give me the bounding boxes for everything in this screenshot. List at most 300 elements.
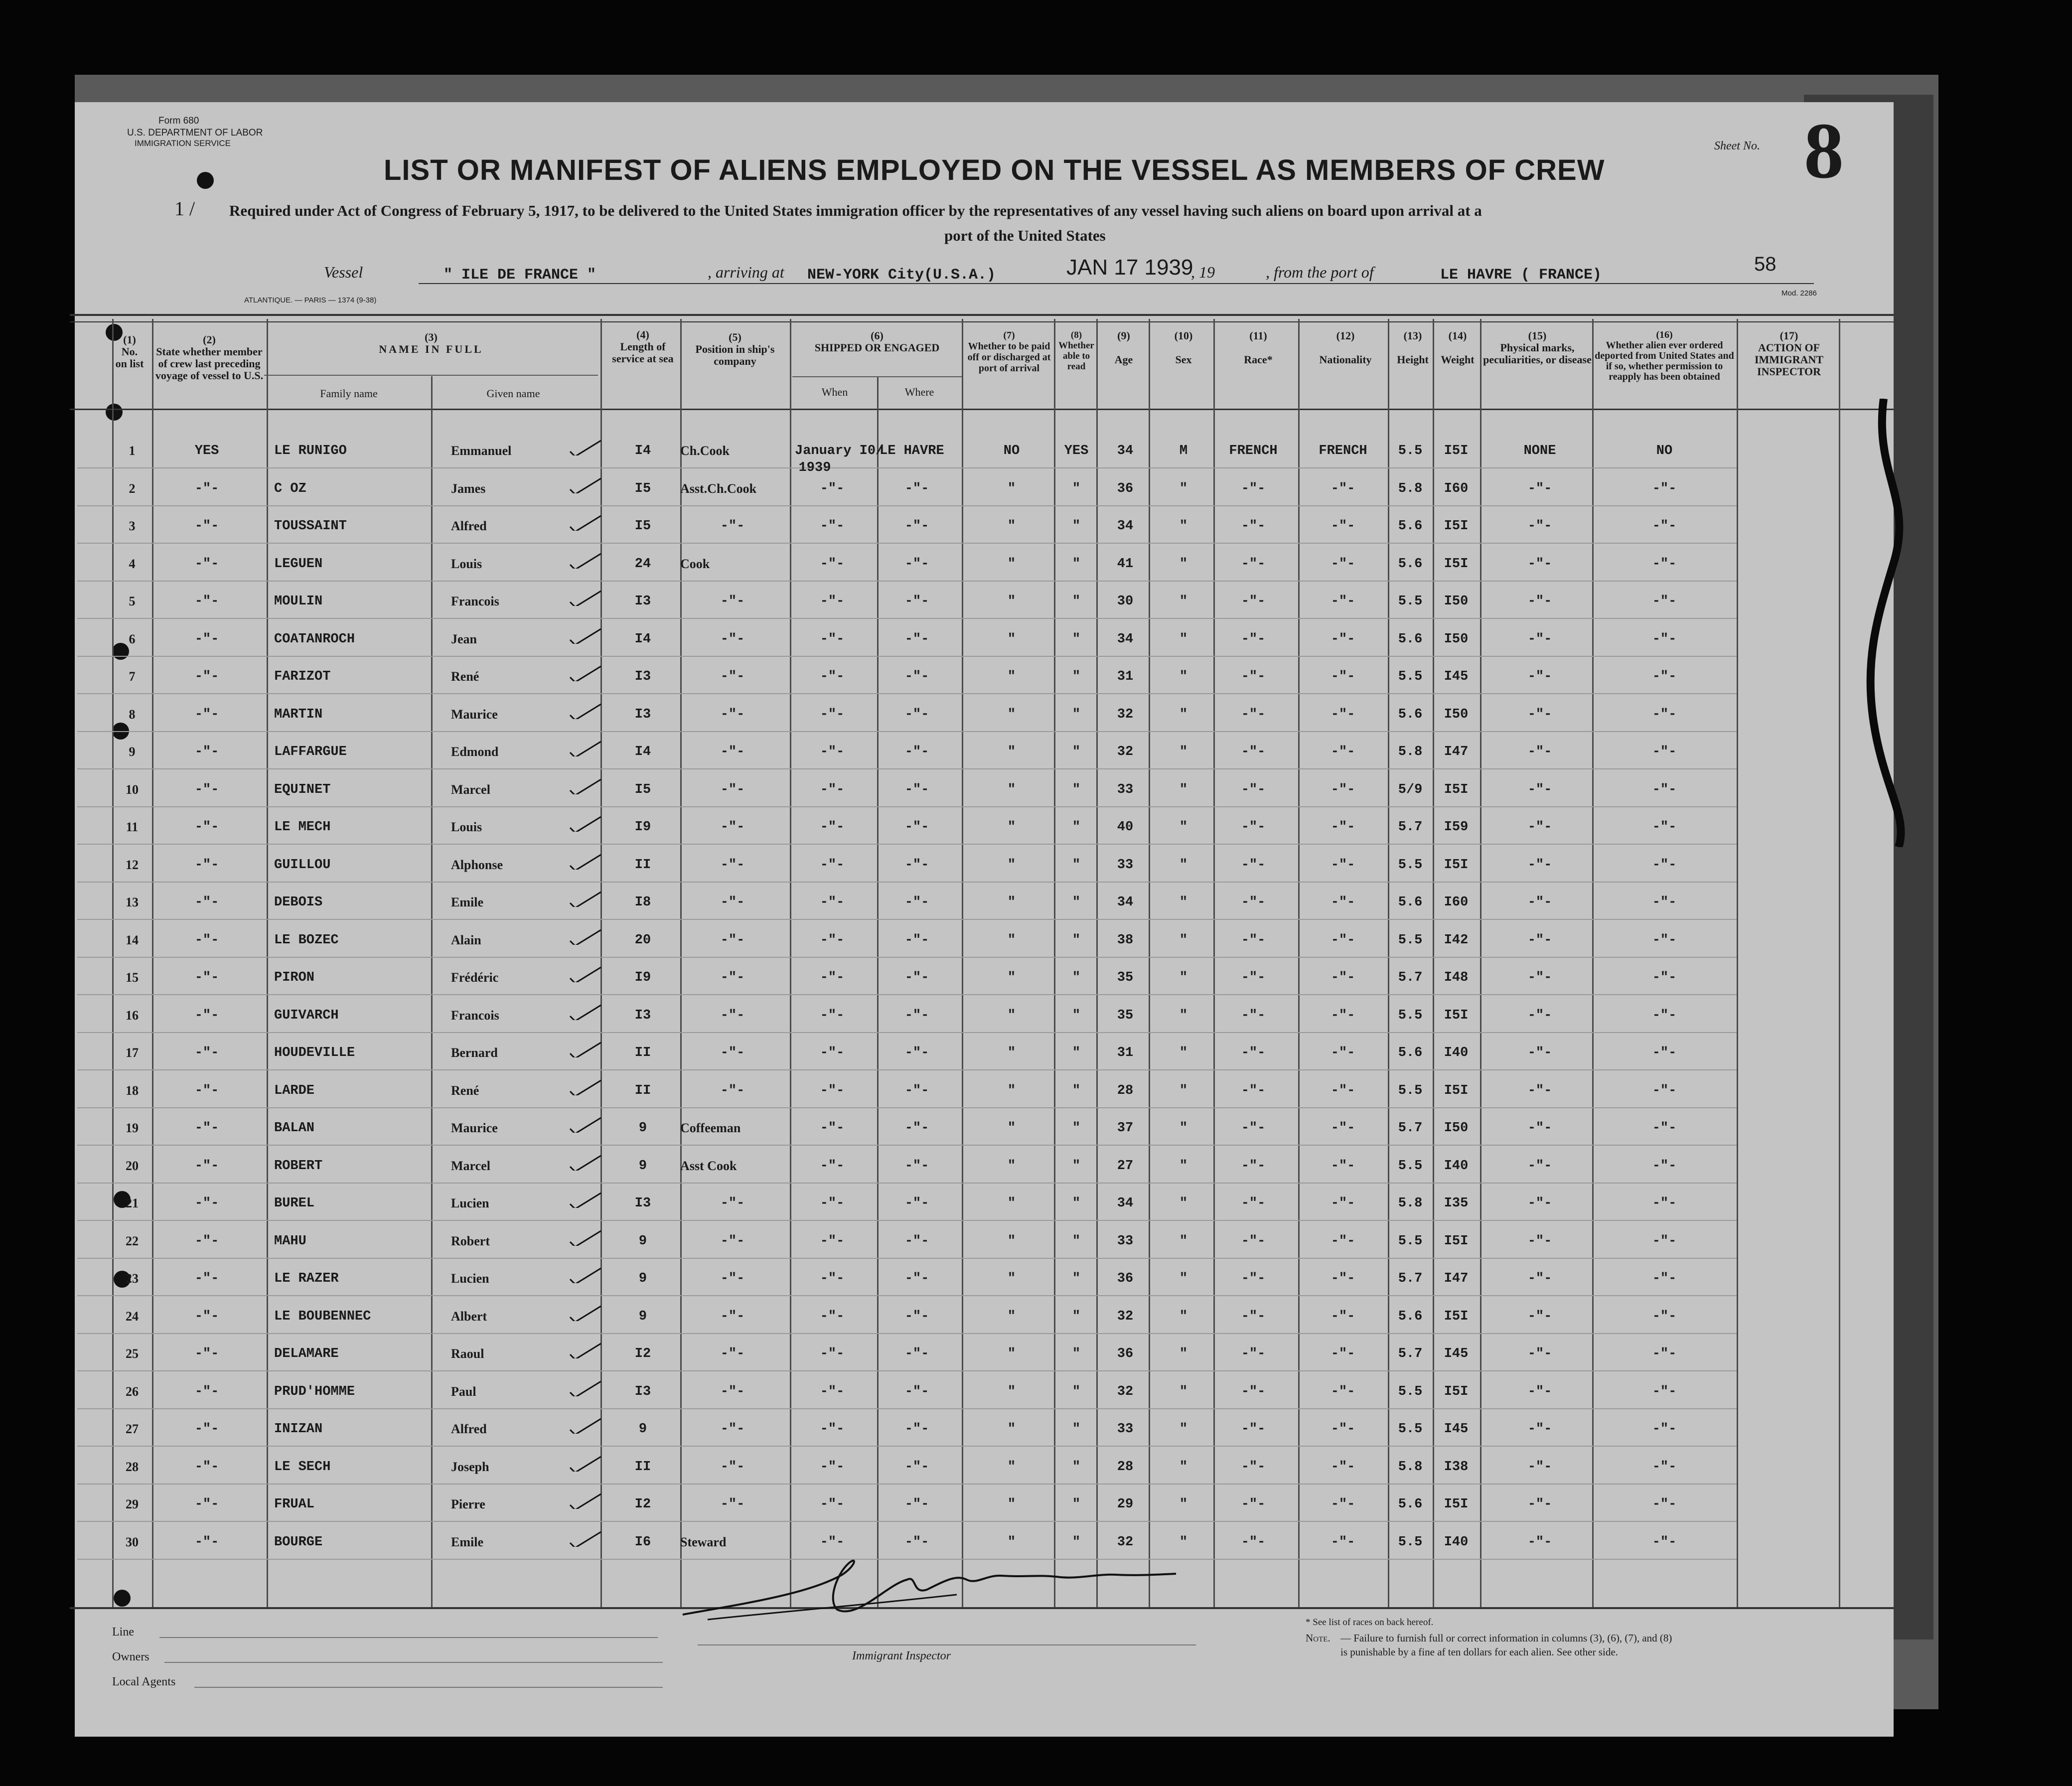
check-mark-stroke (570, 892, 601, 907)
check-mark-stroke (570, 478, 601, 493)
cell-sex: " (1179, 707, 1188, 722)
page-stamp: 58 (1754, 253, 1776, 275)
cell-height: 5.6 (1398, 519, 1423, 534)
cell-service: 9 (638, 1309, 647, 1324)
check-mark-stroke (570, 1193, 601, 1208)
cell-weight: I40 (1444, 1045, 1469, 1060)
cell-nat: -"- (1331, 1271, 1355, 1286)
cell-position: Asst.Ch.Cook (680, 481, 757, 496)
cell-weight: I5I (1444, 1384, 1469, 1399)
cell-paid: " (1007, 1271, 1016, 1286)
cell-marks: -"- (1527, 1497, 1552, 1512)
cell-sex: " (1179, 1309, 1188, 1324)
cell-service: I4 (634, 444, 651, 458)
cell-service: I6 (634, 1534, 651, 1550)
cell-height: 5.6 (1398, 631, 1423, 647)
cell-read: " (1072, 594, 1081, 609)
cell-when: -"- (820, 1196, 845, 1211)
cell-age: 28 (1117, 1459, 1134, 1475)
cell-no: 3 (129, 519, 136, 533)
row-rule (77, 693, 1737, 694)
cell-marks: -"- (1527, 1271, 1552, 1286)
check-mark-icon (568, 928, 603, 945)
cell-when: -"- (820, 1121, 845, 1136)
cell-race: -"- (1241, 631, 1266, 647)
cell-sex: " (1179, 1346, 1188, 1361)
cell-prev: -"- (194, 782, 219, 797)
cell-marks: -"- (1527, 1045, 1552, 1060)
cell-where: -"- (904, 1497, 929, 1512)
cell-height: 5.5 (1398, 444, 1423, 458)
col-label: NAME IN FULL (379, 343, 483, 355)
cell-height: 5.6 (1398, 895, 1423, 910)
cell-deported: -"- (1652, 519, 1677, 534)
cell-no: 11 (126, 820, 139, 834)
cell-paid: " (1007, 1045, 1016, 1060)
cell-weight: I50 (1444, 1121, 1469, 1136)
cell-height: 5.5 (1398, 932, 1423, 948)
check-mark-icon (568, 439, 603, 455)
cell-family: LE BOZEC (274, 932, 339, 948)
cell-nat: -"- (1331, 782, 1355, 797)
cell-marks: -"- (1527, 744, 1552, 759)
cell-read: " (1072, 707, 1081, 722)
check-mark-stroke (570, 629, 601, 644)
cell-marks: -"- (1527, 669, 1552, 684)
cell-paid: " (1007, 1196, 1016, 1211)
cell-age: 33 (1117, 1233, 1134, 1249)
cell-height: 5.6 (1398, 707, 1423, 722)
cell-prev: -"- (194, 707, 219, 722)
cell-weight: I45 (1444, 669, 1469, 684)
cell-where: -"- (904, 594, 929, 609)
cell-race: -"- (1241, 1346, 1266, 1361)
cell-where: -"- (904, 1121, 929, 1136)
cell-given: Marcel (451, 782, 490, 797)
cell-weight: I60 (1444, 895, 1469, 910)
cell-marks: -"- (1527, 631, 1552, 647)
column-rule (790, 319, 791, 1607)
hand-mark: 1 / (174, 197, 195, 220)
check-mark-icon (568, 1191, 603, 1208)
cell-given: Lucien (451, 1271, 489, 1286)
vessel-name: " ILE DE FRANCE " (444, 267, 596, 284)
col-number: (3) (425, 331, 438, 343)
column-rule (152, 319, 153, 1607)
cell-family: LEGUEN (274, 556, 323, 572)
cell-nat: -"- (1331, 1497, 1355, 1512)
cell-nat: -"- (1331, 1534, 1355, 1550)
col-number: (10) (1174, 329, 1193, 342)
cell-where: -"- (904, 556, 929, 572)
cell-deported: -"- (1652, 669, 1677, 684)
footer-owners-rule (164, 1662, 663, 1663)
check-mark-stroke (570, 1457, 601, 1472)
check-mark-stroke (570, 742, 601, 756)
cell-when: -"- (820, 782, 845, 797)
cell-nat: -"- (1331, 669, 1355, 684)
department: U.S. DEPARTMENT OF LABOR (127, 128, 263, 138)
cell-age: 28 (1117, 1083, 1134, 1098)
cell-read: " (1072, 1271, 1081, 1286)
check-mark-icon (568, 1379, 603, 1396)
cell-when: -"- (820, 631, 845, 647)
check-mark-stroke (570, 1306, 601, 1321)
cell-where: -"- (904, 481, 929, 496)
cell-no: 23 (126, 1271, 139, 1286)
col-label: Height (1397, 353, 1429, 366)
cell-race: -"- (1241, 1459, 1266, 1475)
cell-paid: " (1007, 707, 1016, 722)
cell-position: -"- (720, 932, 745, 948)
column-rule (1839, 319, 1840, 1607)
cell-weight: I47 (1444, 1271, 1469, 1286)
cell-given: Bernard (451, 1045, 498, 1060)
col-header-shipped (792, 330, 962, 354)
cell-where: -"- (904, 1422, 929, 1437)
cell-where: -"- (904, 970, 929, 985)
cell-nat: -"- (1331, 1196, 1355, 1211)
cell-sex: " (1179, 932, 1188, 948)
column-rule (1213, 319, 1215, 1607)
cell-service: I5 (634, 481, 651, 496)
race-note: * See list of races on back hereof. (1306, 1617, 1434, 1628)
cell-read: " (1072, 1121, 1081, 1136)
cell-height: 5.6 (1398, 1309, 1423, 1324)
cell-position: -"- (720, 594, 745, 609)
col-header-race (1216, 330, 1301, 366)
cell-age: 30 (1117, 594, 1134, 609)
cell-deported: -"- (1652, 1233, 1677, 1249)
mod-number: Mod. 2286 (1781, 289, 1817, 298)
check-mark-icon (568, 853, 603, 870)
cell-given: James (451, 481, 486, 496)
col-header-given-name: Given name (486, 387, 540, 400)
cell-when: -"- (820, 1497, 845, 1512)
cell-family: LE RUNIGO (274, 444, 347, 458)
cell-marks: -"- (1527, 820, 1552, 835)
cell-where: -"- (904, 707, 929, 722)
cell-service: II (634, 857, 651, 873)
sheet-number: 8 (1804, 106, 1844, 195)
column-rule (1096, 319, 1098, 1607)
cell-sex: " (1179, 556, 1188, 572)
cell-position: -"- (720, 1083, 745, 1098)
cell-age: 31 (1117, 1045, 1134, 1060)
cell-family: BOURGE (274, 1534, 323, 1550)
cell-race: -"- (1241, 895, 1266, 910)
cell-race: FRENCH (1229, 444, 1278, 458)
vessel-underline (419, 283, 1814, 284)
cell-nat: -"- (1331, 1309, 1355, 1324)
cell-service: I4 (634, 744, 651, 759)
column-rule (1433, 319, 1434, 1607)
cell-prev: -"- (194, 1534, 219, 1550)
col-label: Position in ship's company (695, 343, 775, 367)
punch-hole (106, 404, 123, 421)
cell-given: Jean (451, 631, 477, 646)
table-top-border (70, 314, 1894, 316)
cell-no: 10 (126, 782, 139, 797)
row-rule (77, 994, 1737, 995)
cell-when: -"- (820, 1384, 845, 1399)
cell-given: René (451, 669, 479, 684)
col-label: Whether alien ever ordered deported from United States and if so, whether permission to reapply has been obtained (1595, 340, 1734, 382)
cell-sex: " (1179, 1008, 1188, 1023)
cell-no: 22 (126, 1233, 139, 1248)
cell-family: DEBOIS (274, 895, 323, 910)
cell-family: INIZAN (274, 1422, 323, 1437)
cell-paid: " (1007, 519, 1016, 534)
cell-deported: -"- (1652, 556, 1677, 572)
cell-prev: -"- (194, 1459, 219, 1475)
cell-no: 20 (126, 1158, 139, 1173)
row-rule (77, 1333, 1737, 1334)
col-header-able-to-read (1056, 330, 1096, 372)
cell-marks: -"- (1527, 1346, 1552, 1361)
cell-no: 17 (126, 1045, 139, 1060)
cell-deported: -"- (1652, 1196, 1677, 1211)
cell-given: Raoul (451, 1346, 484, 1361)
cell-age: 36 (1117, 1271, 1134, 1286)
cell-prev: -"- (194, 932, 219, 948)
cell-no: 6 (129, 631, 136, 646)
cell-prev: -"- (194, 1158, 219, 1174)
cell-when: -"- (820, 970, 845, 985)
cell-no: 29 (126, 1497, 139, 1511)
cell-position: -"- (720, 669, 745, 684)
cell-nat: -"- (1331, 744, 1355, 759)
cell-family: GUIVARCH (274, 1008, 339, 1023)
cell-no: 26 (126, 1384, 139, 1399)
cell-service: II (634, 1045, 651, 1060)
arriving-label: , arriving at (708, 263, 784, 281)
cell-when: -"- (820, 1459, 845, 1475)
cell-read: " (1072, 556, 1081, 572)
cell-nat: -"- (1331, 1083, 1355, 1098)
cell-nat: -"- (1331, 1422, 1355, 1437)
check-mark-stroke (570, 666, 601, 681)
cell-read: " (1072, 1233, 1081, 1249)
cell-read: " (1072, 1196, 1081, 1211)
row-rule (77, 1446, 1737, 1447)
col-label: ACTION OF IMMIGRANT INSPECTOR (1754, 341, 1824, 378)
cell-position: -"- (720, 1233, 745, 1249)
check-mark-stroke (570, 930, 601, 945)
cell-marks: -"- (1527, 556, 1552, 572)
check-mark-icon (568, 890, 603, 907)
cell-nat: -"- (1331, 631, 1355, 647)
cell-position: Asst Cook (680, 1158, 737, 1173)
cell-sex: " (1179, 519, 1188, 534)
col-label: No. on list (115, 345, 144, 370)
col-number: (5) (729, 331, 741, 343)
cell-where: -"- (904, 1384, 929, 1399)
cell-read: " (1072, 1309, 1081, 1324)
cell-age: 35 (1117, 970, 1134, 985)
cell-position: Cook (680, 556, 710, 571)
check-mark-stroke (570, 855, 601, 870)
cell-nat: -"- (1331, 1233, 1355, 1249)
cell-height: 5.7 (1398, 820, 1423, 835)
cell-family: COATANROCH (274, 631, 355, 647)
cell-race: -"- (1241, 1045, 1266, 1060)
cell-family: PIRON (274, 970, 315, 985)
cell-age: 37 (1117, 1121, 1134, 1136)
cell-deported: -"- (1652, 631, 1677, 647)
cell-age: 34 (1117, 519, 1134, 534)
col-number: (8) (1070, 330, 1082, 340)
cell-deported: -"- (1652, 895, 1677, 910)
cell-deported: -"- (1652, 932, 1677, 948)
check-mark-icon (568, 664, 603, 681)
cell-age: 34 (1117, 444, 1134, 458)
col-number: (14) (1448, 329, 1467, 342)
cell-marks: -"- (1527, 932, 1552, 948)
cell-when: -"- (820, 519, 845, 534)
cell-position: -"- (720, 895, 745, 910)
cell-prev: -"- (194, 1497, 219, 1512)
check-mark-stroke (570, 1156, 601, 1171)
check-mark-icon (568, 476, 603, 493)
cell-marks: -"- (1527, 707, 1552, 722)
cell-service: I3 (634, 707, 651, 722)
cell-marks: -"- (1527, 1008, 1552, 1023)
cell-race: -"- (1241, 1534, 1266, 1550)
cell-family: MAHU (274, 1233, 306, 1249)
cell-marks: -"- (1527, 1534, 1552, 1550)
cell-marks: -"- (1527, 895, 1552, 910)
col-number: (16) (1656, 329, 1673, 340)
cell-prev: -"- (194, 1309, 219, 1324)
cell-given: Albert (451, 1309, 487, 1324)
cell-weight: I5I (1444, 444, 1469, 458)
cell-race: -"- (1241, 1121, 1266, 1136)
cell-sex: " (1179, 1196, 1188, 1211)
check-mark-icon (568, 1041, 603, 1057)
cell-deported: -"- (1652, 707, 1677, 722)
cell-given: Emile (451, 1534, 483, 1549)
cell-paid: " (1007, 669, 1016, 684)
cell-service: I3 (634, 1384, 651, 1399)
cell-sex: " (1179, 744, 1188, 759)
cell-prev: -"- (194, 1346, 219, 1361)
cell-paid: " (1007, 1346, 1016, 1361)
cell-height: 5/9 (1398, 782, 1423, 797)
col-header-when: When (821, 386, 848, 398)
check-mark-icon (568, 1003, 603, 1020)
cell-weight: I40 (1444, 1158, 1469, 1174)
cell-read: " (1072, 1346, 1081, 1361)
cell-height: 5.5 (1398, 1083, 1423, 1098)
col-label: Length of service at sea (612, 340, 674, 365)
cell-nat: -"- (1331, 820, 1355, 835)
cell-service: I5 (634, 782, 651, 797)
column-rule (600, 319, 602, 1607)
col-header-position (683, 331, 787, 367)
cell-paid: " (1007, 782, 1016, 797)
cell-height: 5.8 (1398, 1459, 1423, 1475)
cell-height: 5.5 (1398, 857, 1423, 873)
cell-when: -"- (820, 594, 845, 609)
cell-when: -"- (820, 1233, 845, 1249)
cell-paid: " (1007, 556, 1016, 572)
check-mark-icon (568, 965, 603, 982)
cell-when: -"- (820, 1008, 845, 1023)
cell-read: " (1072, 1459, 1081, 1475)
cell-prev: -"- (194, 481, 219, 496)
cell-position: -"- (720, 519, 745, 534)
inspector-signature (678, 1545, 1226, 1635)
cell-service: I4 (634, 631, 651, 647)
col-number: (13) (1403, 329, 1422, 342)
cell-family: TOUSSAINT (274, 519, 347, 534)
row-rule (77, 1484, 1737, 1485)
cell-where: -"- (904, 1271, 929, 1286)
cell-marks: -"- (1527, 1196, 1552, 1211)
cell-prev: -"- (194, 1008, 219, 1023)
check-mark-stroke (570, 779, 601, 794)
cell-service: I9 (634, 970, 651, 985)
check-mark-icon (568, 740, 603, 756)
cell-deported: -"- (1652, 1045, 1677, 1060)
cell-read: " (1072, 669, 1081, 684)
check-mark-icon (568, 1229, 603, 1246)
cell-paid: " (1007, 857, 1016, 873)
check-mark-stroke (570, 1118, 601, 1133)
cell-nat: -"- (1331, 1384, 1355, 1399)
footer-line-rule (159, 1637, 658, 1638)
cell-read: " (1072, 1008, 1081, 1023)
cell-service: 24 (634, 556, 651, 572)
cell-given: Francois (451, 1008, 499, 1023)
subtitle-line1: Required under Act of Congress of February 5, 1917, to be delivered to the United States immigration officer by the representatives of any vessel having such aliens on board upon arrival at a (229, 202, 1482, 219)
cell-read: " (1072, 1497, 1081, 1512)
row-rule (77, 1145, 1737, 1146)
cell-race: -"- (1241, 1422, 1266, 1437)
cell-given: Maurice (451, 1121, 498, 1135)
column-rule (1592, 319, 1594, 1607)
column-rule (877, 377, 879, 1607)
cell-service: I3 (634, 669, 651, 684)
cell-read: " (1072, 1384, 1081, 1399)
cell-deported: -"- (1652, 744, 1677, 759)
cell-race: -"- (1241, 707, 1266, 722)
cell-height: 5.5 (1398, 1233, 1423, 1249)
col-header-paid-off (964, 330, 1054, 374)
cell-family: LE RAZER (274, 1271, 339, 1286)
check-mark-stroke (570, 1268, 601, 1283)
cell-race: -"- (1241, 1083, 1266, 1098)
cell-given: Alphonse (451, 857, 503, 872)
cell-family: MOULIN (274, 594, 323, 609)
column-rule (1298, 319, 1300, 1607)
cell-race: -"- (1241, 669, 1266, 684)
cell-where: -"- (904, 820, 929, 835)
cell-no: 1 (129, 444, 136, 458)
cell-marks: -"- (1527, 1422, 1552, 1437)
col-header-no (115, 334, 145, 370)
column-rule (1388, 319, 1389, 1607)
row1-when-year: 1939 (798, 460, 831, 475)
cell-race: -"- (1241, 1271, 1266, 1286)
cell-when: -"- (820, 481, 845, 496)
inspector-signature-rule (698, 1644, 1196, 1645)
cell-age: 40 (1117, 820, 1134, 835)
check-mark-icon (568, 1530, 603, 1547)
cell-paid: " (1007, 1233, 1016, 1249)
check-mark-stroke (570, 967, 601, 982)
